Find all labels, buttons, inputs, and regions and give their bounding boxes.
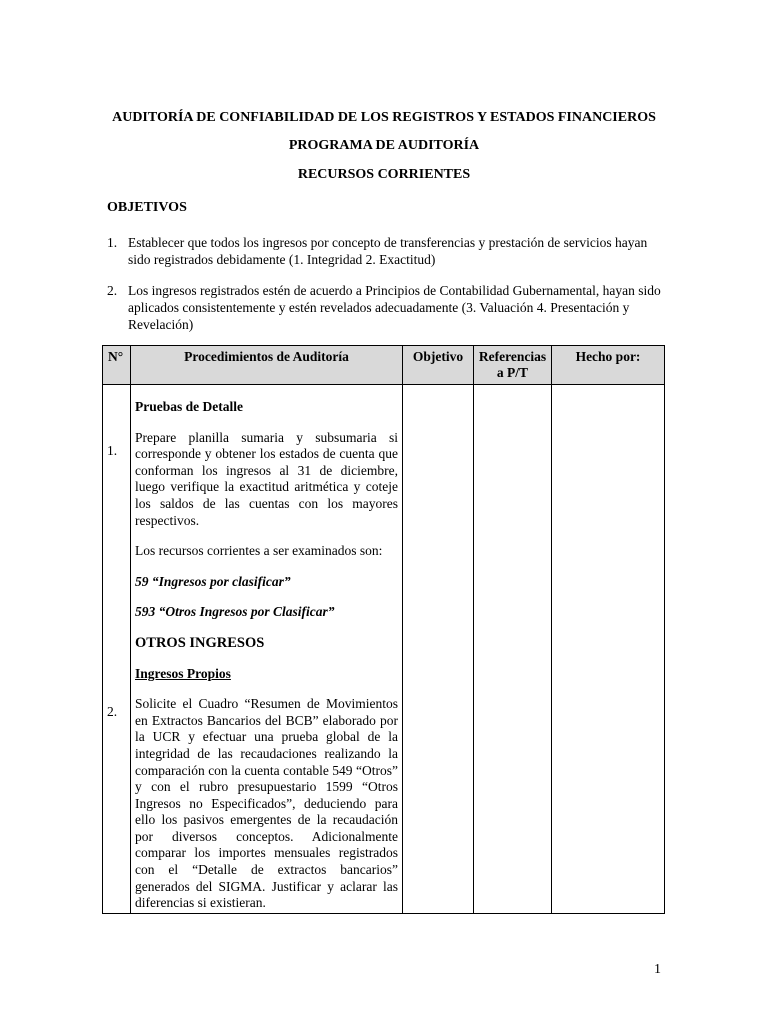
objective-cell [403,385,474,914]
audit-procedures-table [102,345,665,914]
objective-item-2 [107,282,663,333]
program-title: PROGRAMA DE AUDITORÍA [288,138,480,153]
references-cell [474,385,552,914]
header-number: N° [103,346,131,385]
objective-number: 2. [107,283,118,298]
header-done-by: Hecho por: [552,346,665,385]
done-by-cell [552,385,665,914]
account-593: 593 “Otros Ingresos por Clasificar” [135,604,335,620]
header-references: Referencias a P/T [474,346,552,385]
objective-item-1 [107,234,663,268]
table-row [103,385,665,914]
resources-intro: Los recursos corrientes a ser examinados son: [135,543,383,559]
header-procedures: Procedimientos de Auditoría [131,346,403,385]
table-header-row [103,346,665,385]
account-59: 59 “Ingresos por clasificar” [135,573,291,589]
row-number: 2. [107,704,118,719]
row-number: 1. [107,443,118,458]
detail-tests-heading: Pruebas de Detalle [135,399,243,414]
page-number: 1 [654,962,661,977]
document-title: AUDITORÍA DE CONFIABILIDAD DE LOS REGISTROS Y ESTADOS FINANCIEROS [112,110,656,125]
objective-text: Establecer que todos los ingresos por concepto de transferencias y prestación de servicios hayan sido registrados debidamente (1. Integridad 2. Exactitud) [128,235,648,267]
number-cell [103,385,131,914]
own-income-heading: Ingresos Propios [135,665,231,681]
procedures-cell [131,385,403,914]
objectives-heading: OBJETIVOS [107,200,187,215]
other-income-heading: OTROS INGRESOS [135,634,265,651]
objective-number: 1. [107,235,118,250]
header-objective: Objetivo [403,346,474,385]
objective-text: Los ingresos registrados estén de acuerdo a Principios de Contabilidad Gubernamental, hayan sido aplicados consistentemente y estén revelados adecuadamente (3. Valuación 4. Presentación y Revelación) [128,283,661,332]
procedure-step-2: Solicite el Cuadro “Resumen de Movimientos en Extractos Bancarios del BCB” elaborado por la UCR y efectuar una prueba global de la integridad de las recaudaciones realizando la comparación con la cuenta contable 549 “Otros” y con el rubro presupuestario 1599 “Otros Ingresos no Especificados”, deduciendo para ello los pasivos emergentes de la recaudación por diversos conceptos. Adicionalmente comparar los importes mensuales registrados con el “Detalle de extractos bancarios” generados del SIGMA. Justificar y aclarar las diferencias si existieran. [135,696,398,911]
procedure-step-1: Prepare planilla sumaria y subsumaria si corresponde y obtener los estados de cuenta que conforman los ingresos al 31 de diciembre, luego verifique la exactitud aritmética y coteje los saldos de las cuentas con los mayores respectivos. [135,429,398,528]
section-title: RECURSOS CORRIENTES [297,167,471,182]
